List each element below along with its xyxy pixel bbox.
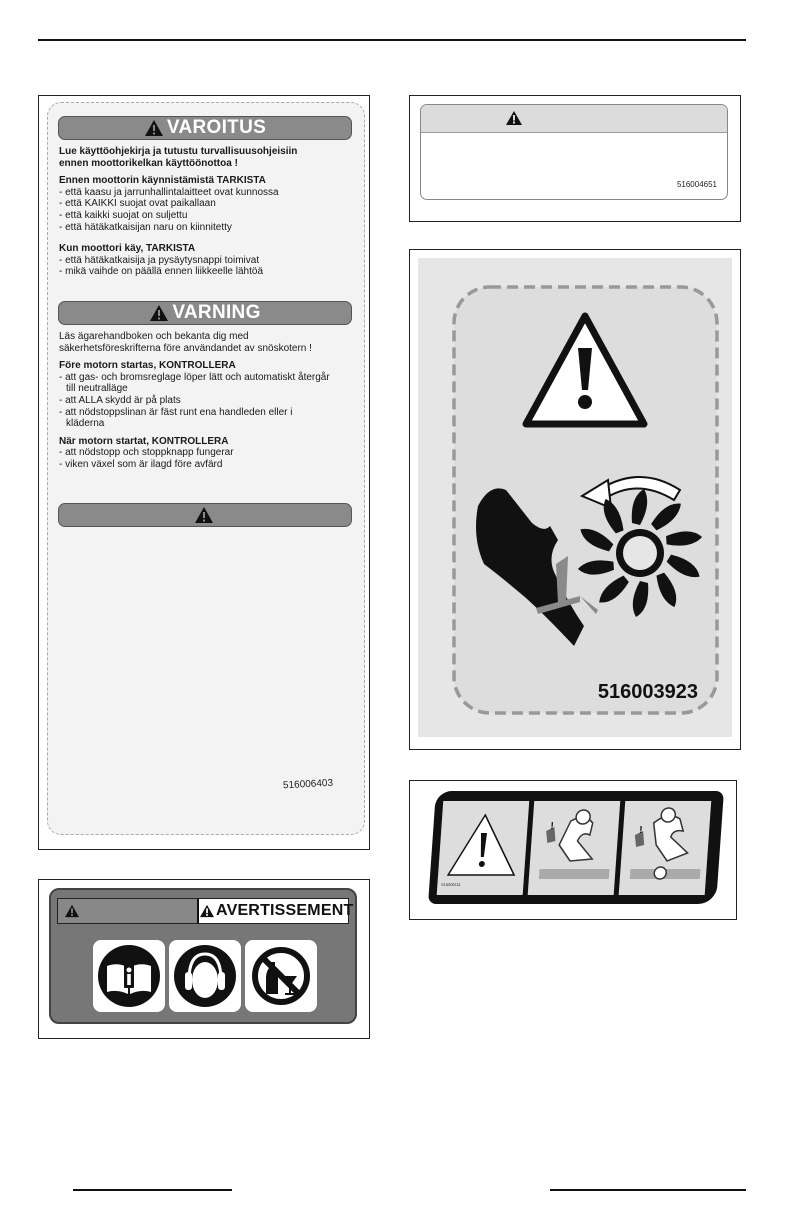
decal-frame-fan xyxy=(409,249,741,750)
rider-tether-icon xyxy=(528,801,621,895)
sv-before-title: Före motorn startas, KONTROLLERA xyxy=(59,360,236,372)
warning-left-cell xyxy=(58,899,199,923)
heading-varoitus-text: VAROITUS xyxy=(166,117,267,138)
sv-running-item: - att nödstopp och stoppknapp fungerar xyxy=(59,447,234,459)
fi-before-item: - että KAIKKI suojat ovat paikallaan xyxy=(59,198,216,210)
fi-intro-1: Lue käyttöohjekirja ja tutustu turvallisuusohjeisiin xyxy=(59,146,298,157)
heading-varoitus xyxy=(58,116,352,140)
fi-running-item: - että hätäkatkaisija ja pysäytysnappi toimivat xyxy=(59,254,260,266)
sv-before-item: till neutralläge xyxy=(66,383,128,395)
read-manual-icon xyxy=(93,940,165,1012)
swedish-text xyxy=(59,331,359,471)
decal-frame-rider xyxy=(409,780,737,920)
rider-panel-1 xyxy=(528,801,621,895)
header-rule xyxy=(38,39,746,41)
ear-protection-icon xyxy=(169,940,241,1012)
sv-before-item: - att ALLA skydd är på plats xyxy=(59,394,181,406)
warning-panel xyxy=(437,801,530,895)
sv-running-item: - viken växel som är ilagd före avfärd xyxy=(59,458,223,470)
no-alcohol-icon xyxy=(245,940,317,1012)
fi-before-item: - että kaasu ja jarrunhallintalaitteet ovat kunnossa xyxy=(59,186,279,198)
part-number: 516004651 xyxy=(676,180,717,189)
fi-before-item: - että hätäkatkaisijan naru on kiinnitetty xyxy=(59,221,232,233)
heading-blank xyxy=(58,503,352,527)
heading-varning-text: VARNING xyxy=(172,302,261,323)
sv-before-item: - att gas- och bromsreglage löper lätt och automatiskt återgår xyxy=(59,371,330,383)
warning-triangle-icon xyxy=(505,110,523,126)
warning-triangle-icon xyxy=(437,801,530,895)
fi-before-title: Ennen moottorin käynnistämistä TARKISTA xyxy=(59,175,266,187)
avertissement-header xyxy=(57,898,354,924)
sv-running-title: När motorn startat, KONTROLLERA xyxy=(59,435,229,447)
warning-triangle-icon xyxy=(199,904,215,918)
decal-small-warning xyxy=(420,104,728,200)
part-number: 516005111 xyxy=(441,882,462,887)
sv-before-item: kläderna xyxy=(66,418,105,430)
decal-varoitus xyxy=(47,102,365,835)
fi-before-item: - että kaikki suojat on suljettu xyxy=(59,209,188,221)
manual-icon-box xyxy=(93,940,165,1012)
rider-ejected-icon xyxy=(619,801,712,895)
fi-intro-2: ennen moottorikelkan käyttöönottoa ! xyxy=(59,157,238,169)
sv-intro-2: säkerhetsföreskrifterna före användandet av snöskotern ! xyxy=(59,342,312,354)
warning-triangle-icon xyxy=(144,119,164,137)
warning-triangle-icon xyxy=(64,904,80,918)
ear-protection-icon-box xyxy=(169,940,241,1012)
finnish-text xyxy=(59,146,359,278)
svg-text:!: ! xyxy=(638,825,643,836)
avertissement-text: AVERTISSEMENT xyxy=(216,902,354,919)
rider-panel-2 xyxy=(619,801,712,895)
decal-rider xyxy=(428,791,724,904)
decal-frame-avertissement xyxy=(38,879,370,1039)
sv-before-item: - att nödstoppslinan är fäst runt ena handleden eller i xyxy=(59,406,293,418)
part-number: 516003923 xyxy=(597,681,698,703)
warning-right-cell xyxy=(199,899,353,923)
warning-triangle-icon xyxy=(194,506,214,524)
sv-intro-1: Läs ägarehandboken och bekanta dig med xyxy=(59,331,249,342)
decal-avertissement xyxy=(49,888,357,1024)
decal-fan-hazard xyxy=(418,258,732,737)
footer-rule-left xyxy=(73,1189,232,1191)
warning-header-bar xyxy=(421,105,727,133)
decal-frame-small-warning xyxy=(409,95,741,222)
heading-varning xyxy=(58,301,352,325)
svg-text:!: ! xyxy=(550,821,555,832)
fi-running-item: - mikä vaihde on päällä ennen liikkeelle lähtöä xyxy=(59,266,264,278)
no-alcohol-icon-box xyxy=(245,940,317,1012)
warning-triangle-icon xyxy=(149,304,169,322)
part-number: 516006403 xyxy=(282,777,334,792)
footer-rule-right xyxy=(550,1189,746,1191)
fi-running-title: Kun moottori käy, TARKISTA xyxy=(59,243,196,255)
decal-frame-varoitus xyxy=(38,95,370,850)
